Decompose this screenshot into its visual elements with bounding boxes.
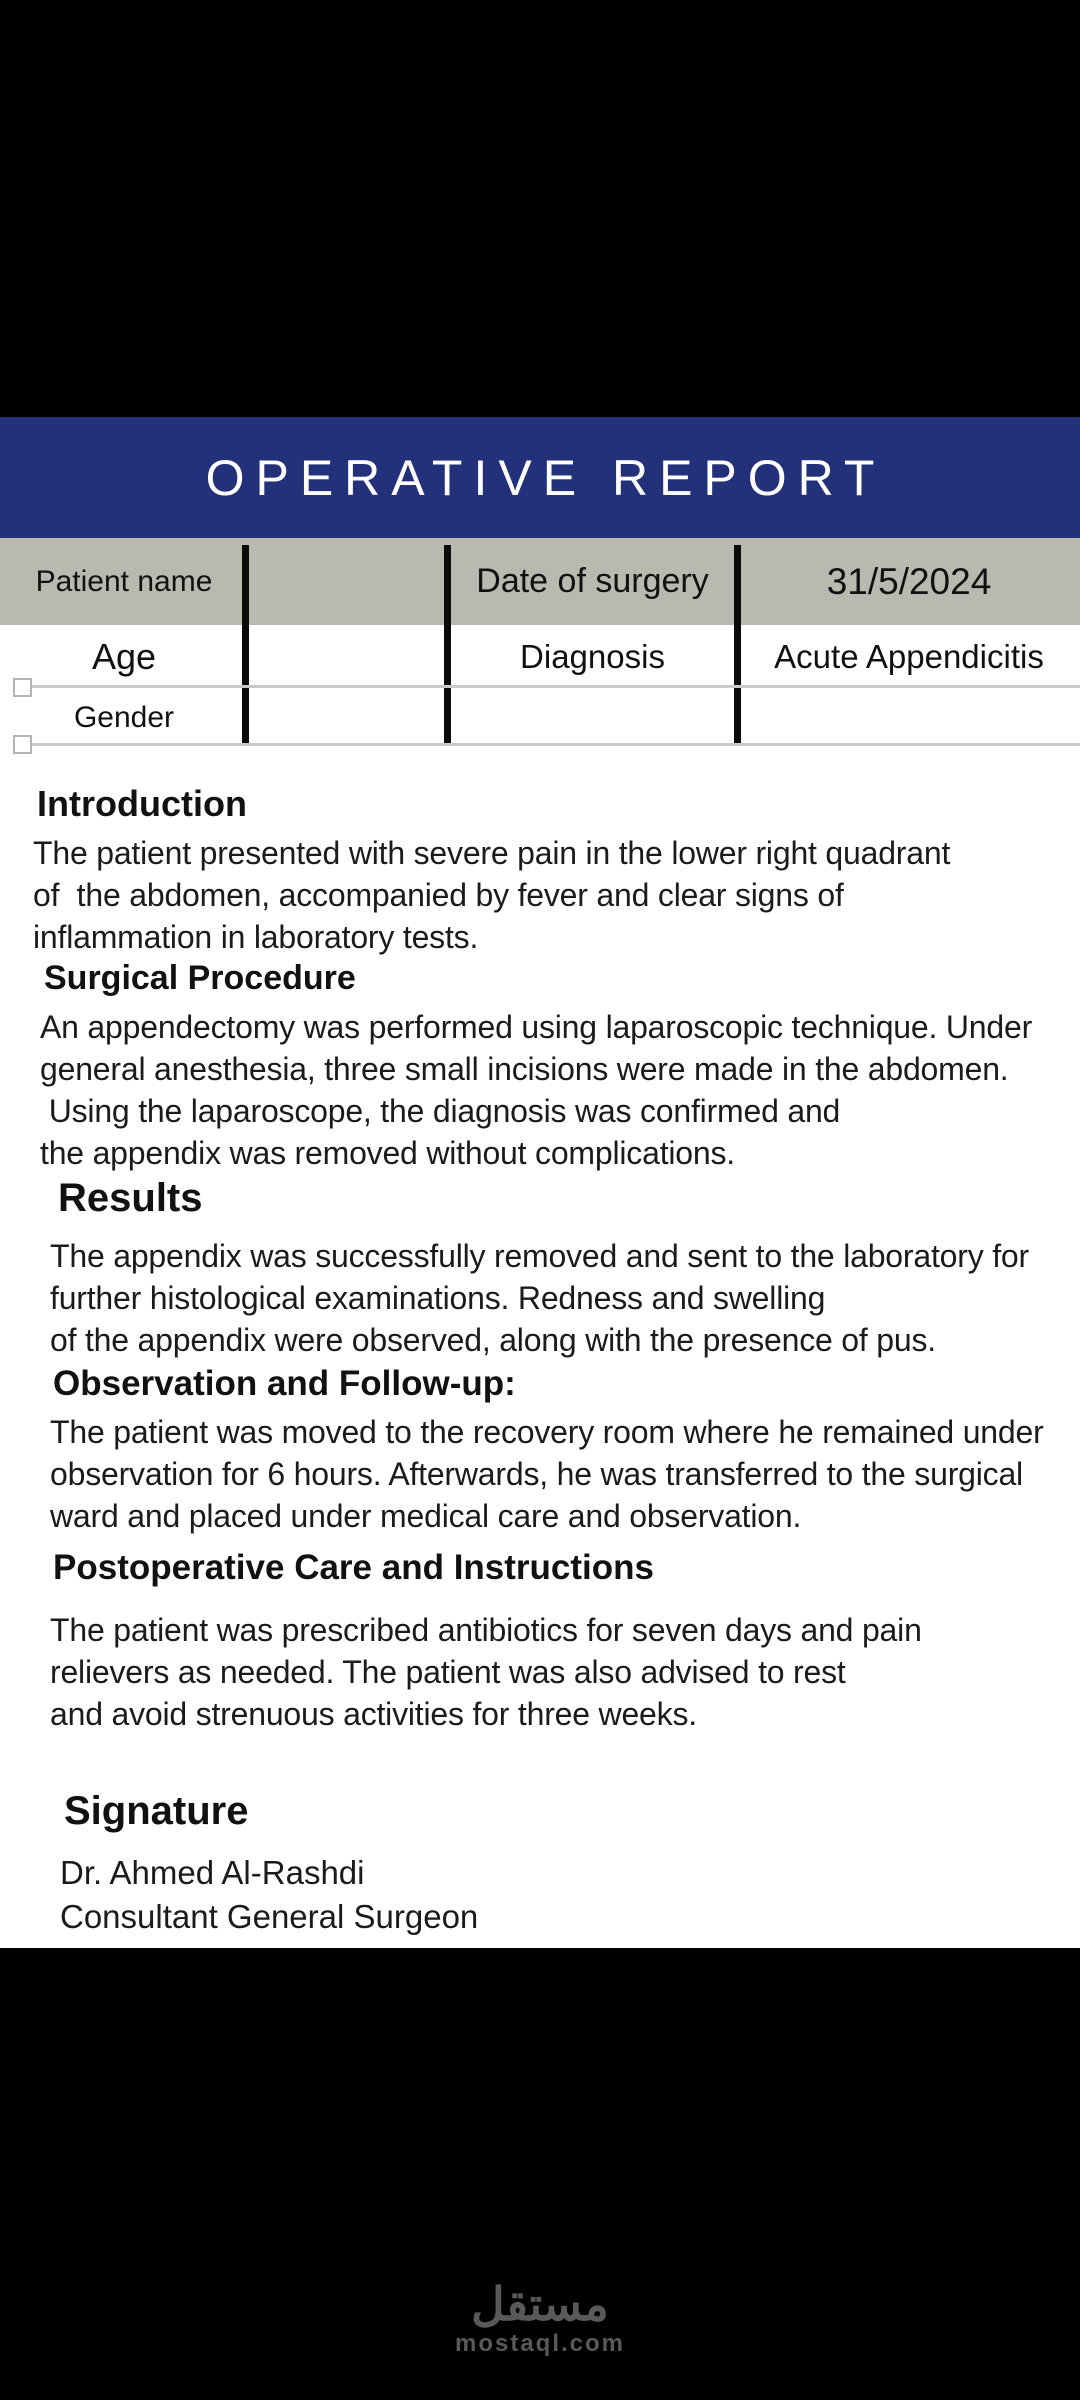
section-heading: Introduction	[37, 783, 247, 824]
paragraph-line: observation for 6 hours. Afterwards, he was transferred to the surgical	[50, 1456, 1023, 1492]
section-paragraph	[0, 832, 1080, 958]
paragraph-line: of the abdomen, accompanied by fever and clear signs of	[33, 877, 844, 913]
diagnosis-value: Acute Appendicitis	[774, 637, 1044, 675]
empty-cell	[447, 688, 738, 747]
table-row-gender	[0, 688, 1080, 747]
section-paragraph	[0, 1235, 1080, 1361]
paragraph-line: The patient was moved to the recovery room where he remained under	[50, 1414, 1044, 1450]
section-heading: Results	[58, 1176, 203, 1220]
paragraph-line: further histological examinations. Redness and swelling	[50, 1280, 826, 1316]
age-label: Age	[91, 635, 157, 677]
report-banner	[0, 417, 1080, 538]
paragraph-line: An appendectomy was performed using laparoscopic technique. Under	[40, 1009, 1033, 1045]
paragraph-line: The appendix was successfully removed and sent to the laboratory for	[50, 1238, 1029, 1274]
patient-info-table	[0, 538, 1080, 747]
section-observation-follow-up	[0, 1363, 1080, 1537]
section-paragraph	[0, 1411, 1080, 1537]
table-column-divider	[734, 545, 741, 746]
age-value-cell	[248, 625, 447, 688]
table-column-divider	[444, 545, 451, 746]
paragraph-line: the appendix was removed without complications.	[40, 1135, 735, 1171]
paragraph-line: relievers as needed. The patient was also advised to rest	[50, 1654, 846, 1690]
paragraph-line: Using the laparoscope, the diagnosis was confirmed and	[40, 1093, 841, 1129]
paragraph-line: and avoid strenuous activities for three weeks.	[50, 1696, 697, 1732]
section-heading: Surgical Procedure	[44, 959, 356, 997]
empty-cell	[738, 688, 1080, 747]
section-paragraph	[0, 1609, 1080, 1735]
gender-label: Gender	[73, 700, 175, 734]
diagnosis-label: Diagnosis	[520, 637, 665, 675]
table-row-age-diagnosis	[0, 625, 1080, 688]
patient-name-value-cell	[248, 538, 447, 625]
table-header-row	[0, 538, 1080, 625]
patient-name-label: Patient name	[35, 564, 213, 598]
footer-watermark	[0, 2280, 1080, 2358]
signature-block	[0, 1851, 1080, 1939]
table-row-divider	[28, 685, 1080, 688]
paragraph-line: ward and placed under medical care and observation.	[50, 1498, 802, 1534]
date-of-surgery-label: Date of surgery	[476, 562, 709, 600]
section-heading: Signature	[64, 1789, 249, 1833]
paragraph-line: general anesthesia, three small incisions were made in the abdomen.	[40, 1051, 1009, 1087]
paragraph-line: The patient was prescribed antibiotics for seven days and pain	[50, 1612, 922, 1648]
gender-value-cell	[248, 688, 447, 747]
table-column-divider	[242, 545, 249, 746]
section-results	[0, 1174, 1080, 1361]
report-title: OPERATIVE REPORT	[205, 449, 886, 506]
paragraph-line: The patient presented with severe pain in the lower right quadrant	[33, 835, 951, 871]
paragraph-line: inflammation in laboratory tests.	[33, 919, 479, 955]
surgeon-title: Consultant General Surgeon	[60, 1898, 479, 1935]
section-heading: Postoperative Care and Instructions	[53, 1548, 654, 1587]
section-paragraph	[0, 1006, 1080, 1174]
section-heading: Observation and Follow-up:	[53, 1364, 516, 1403]
date-of-surgery-value: 31/5/2024	[826, 560, 992, 602]
section-postoperative-care	[0, 1547, 1080, 1735]
report-document	[0, 538, 1080, 1948]
section-signature	[0, 1787, 1080, 1939]
mostaql-logo: مستقل	[471, 2278, 609, 2330]
mostaql-domain-text: mostaql.com	[454, 2330, 626, 2357]
section-introduction	[0, 783, 1080, 958]
selection-handle[interactable]	[13, 678, 32, 697]
surgeon-name: Dr. Ahmed Al-Rashdi	[60, 1854, 365, 1891]
table-row-divider	[28, 743, 1080, 746]
section-surgical-procedure	[0, 958, 1080, 1174]
selection-handle[interactable]	[13, 735, 32, 754]
paragraph-line: of the appendix were observed, along with the presence of pus.	[50, 1322, 936, 1358]
